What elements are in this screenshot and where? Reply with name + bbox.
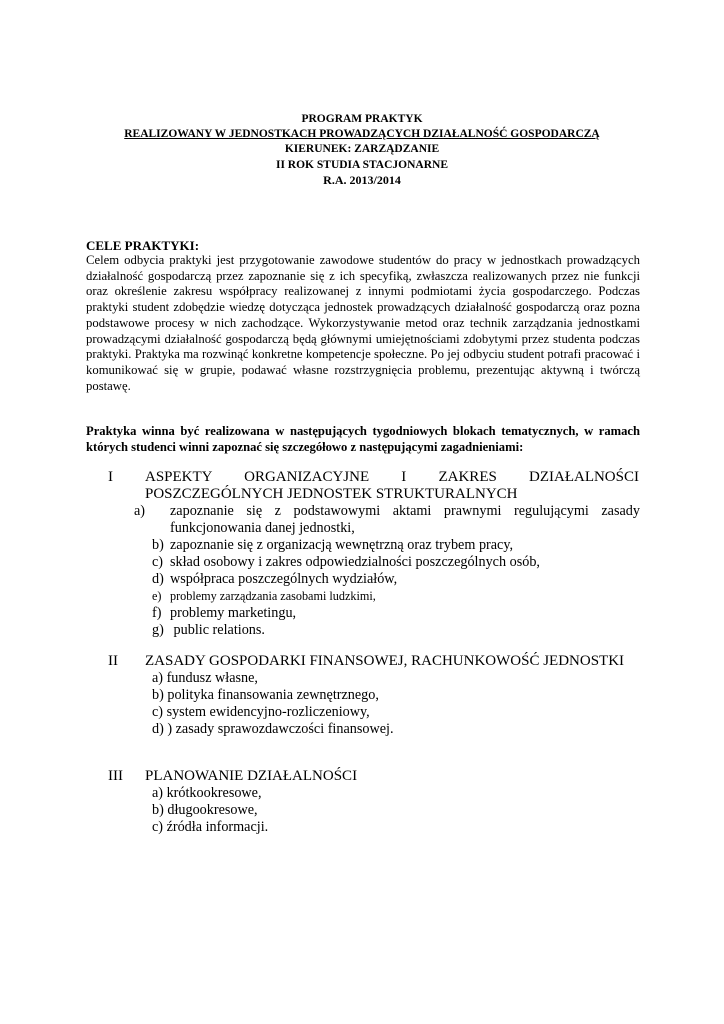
list-item: b) polityka finansowania zewnętrznego, bbox=[152, 687, 379, 703]
list-item bbox=[152, 605, 640, 622]
list-item: a) krótkookresowe, bbox=[152, 785, 262, 801]
list-item-letter: g) bbox=[152, 622, 164, 638]
list-item: d) ) zasady sprawozdawczości finansowej. bbox=[152, 721, 394, 737]
list-item-letter: d) bbox=[152, 571, 164, 587]
header-academic-year: R.A. 2013/2014 bbox=[323, 172, 401, 187]
header-study-year: II ROK STUDIA STACJONARNE bbox=[275, 158, 448, 171]
list-item: c) źródła informacji. bbox=[152, 819, 269, 835]
section-1-title-line-1: ASPEKTY ORGANIZACYJNE I ZAKRES DZIAŁALNOŚCI bbox=[145, 469, 639, 485]
section-2-title: ZASADY GOSPODARKI FINANSOWEJ, RACHUNKOWOŚĆ JEDNOSTKI bbox=[145, 653, 625, 669]
list-item bbox=[152, 622, 640, 639]
list-item bbox=[152, 554, 640, 571]
section-2-list bbox=[152, 670, 640, 738]
list-item-text: współpraca poszczególnych wydziałów, bbox=[170, 571, 398, 587]
list-item-letter: c) bbox=[152, 554, 164, 570]
section-2-number: II bbox=[108, 653, 118, 669]
section-1-title-line-2: POSZCZEGÓLNYCH JEDNOSTEK STRUKTURALNYCH bbox=[145, 486, 518, 502]
list-item-text: problemy zarządzania zasobami ludzkimi, bbox=[170, 589, 376, 603]
list-item: a) fundusz własne, bbox=[152, 670, 258, 686]
list-item bbox=[134, 503, 640, 537]
list-item-text: zapoznanie się z podstawowymi aktami prawnymi regulującymi zasady funkcjonowania danej jednostki, bbox=[170, 503, 640, 536]
goals-paragraph: Celem odbycia praktyki jest przygotowanie zawodowe studentów do pracy w jednostkach prowadzących działalność gospodarczą przez zapoznanie się z ich specyfiką, zwłaszcza realizowanych przez nie funkcji oraz określenie zakresu współpracy realizowanej z innymi podmiotami życia gospodarczego. Podczas praktyki student zdobędzie wiedzę dotycząca jednostek prowadzących działalność gospodarczą oraz pozna podstawowe procesy w nich zachodzące. Wykorzystywanie metod oraz technik zarządzania jednostkami prowadzącymi działalność gospodarczą będą głównymi umiejętnościami zdobytymi przez studenta podczas praktyki. Praktyka ma rozwinąć konkretne kompetencje społeczne. Po jej odbyciu student potrafi pracować i komunikować się w grupie, podawać własne rozstrzygnięcia problemu, prezentując aktywną i twórczą postawę. bbox=[86, 253, 640, 393]
list-item-letter: e) bbox=[152, 589, 162, 603]
list-item-letter: a) bbox=[134, 503, 146, 519]
list-item-text: problemy marketingu, bbox=[170, 605, 297, 621]
section-1-number: I bbox=[108, 469, 113, 485]
list-item bbox=[152, 537, 640, 554]
list-item bbox=[152, 571, 640, 588]
list-item-text: zapoznanie się z organizacją wewnętrzną oraz trybem pracy, bbox=[170, 537, 514, 553]
section-3-title: PLANOWANIE DZIAŁALNOŚCI bbox=[145, 768, 358, 784]
list-item-text: public relations. bbox=[170, 622, 265, 638]
section-3-number: III bbox=[108, 768, 123, 784]
header-field-of-study: KIERUNEK: ZARZĄDZANIE bbox=[284, 143, 440, 156]
list-item bbox=[152, 588, 640, 605]
document-header bbox=[80, 112, 644, 188]
list-item-text: skład osobowy i zakres odpowiedzialności poszczególnych osób, bbox=[170, 554, 540, 570]
list-item: c) system ewidencyjno-rozliczeniowy, bbox=[152, 704, 370, 720]
header-subtitle: REALIZOWANY W JEDNOSTKACH PROWADZĄCYCH DZIAŁALNOŚĆ GOSPODARCZĄ bbox=[124, 128, 600, 141]
goals-heading: CELE PRAKTYKI: bbox=[86, 238, 200, 253]
list-item-letter: f) bbox=[152, 605, 162, 621]
section-1-list bbox=[134, 503, 640, 639]
header-program-title: PROGRAM PRAKTYK bbox=[301, 113, 423, 125]
list-item: b) długookresowe, bbox=[152, 802, 258, 818]
list-item-letter: b) bbox=[152, 537, 164, 553]
intro-paragraph: Praktyka winna być realizowana w następujących tygodniowych blokach tematycznych, w ramach których studenci winni zapoznać się szczegółowo z następującymi zagadnieniami: bbox=[86, 424, 640, 454]
section-3-list bbox=[152, 785, 640, 836]
